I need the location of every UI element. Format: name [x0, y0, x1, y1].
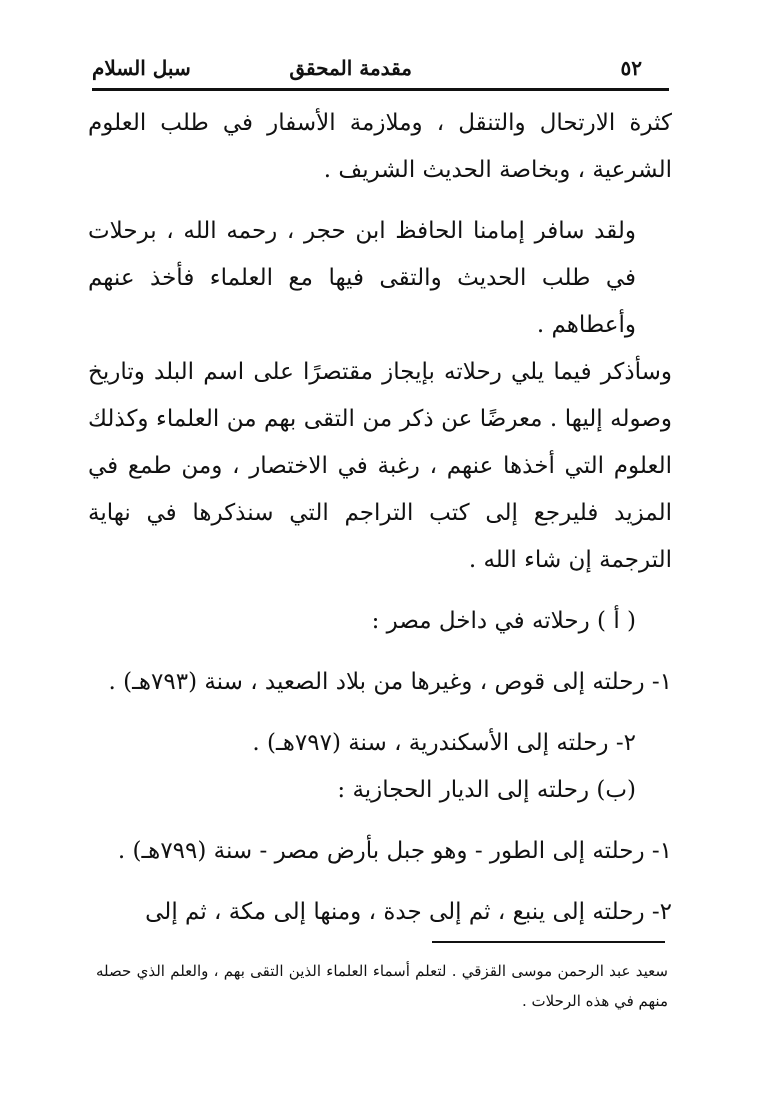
page-number: ٥٢ [620, 56, 642, 80]
running-header [92, 52, 670, 92]
list-item: ١- رحلته إلى قوص ، وغيرها من بلاد الصعيد ، سنة (٧٩٣هـ) . [108, 669, 672, 695]
paragraph: كثرة الارتحال والتنقل ، وملازمة الأسفار في طلب العلوم الشرعية ، وبخاصة الحديث الشريف . [88, 110, 672, 183]
paragraph: ولقد سافر إمامنا الحافظ ابن حجر ، رحمه الله ، برحلات في طلب الحديث والتقى فيها مع العلماء فأخذ عنهم وأعطاهم . [88, 218, 636, 338]
chapter-title: مقدمة المحقق [289, 56, 412, 80]
list-item: ١- رحلته إلى الطور - وهو جبل بأرض مصر - سنة (٧٩٩هـ) . [117, 838, 672, 864]
list-item: ٢- رحلته إلى ينبع ، ثم إلى جدة ، ومنها إلى مكة ، ثم إلى [145, 899, 672, 925]
paragraph: وسأذكر فيما يلي رحلاته بإيجاز مقتصرًا على اسم البلد وتاريخ وصوله إليها . معرضًا عن ذكر من التقى بهم من العلماء وكذلك العلوم التي أخذها عنهم ، رغبة في الاختصار ، ومن طمع في المزيد فليرجع إلى كتب التراجم التي سنذكرها في نهاية الترجمة إن شاء الله . [88, 359, 672, 573]
footnote-text: سعيد عبد الرحمن موسى القزقي . لتعلم أسماء العلماء الذين التقى بهم ، والعلم الذي حصله منهم في هذه الرحلات . [96, 962, 668, 1010]
main-text [88, 100, 672, 936]
header-rule [92, 88, 669, 91]
section-heading: ( أ ) رحلاته في داخل مصر : [371, 608, 636, 634]
section-heading: (ب) رحلته إلى الديار الحجازية : [337, 777, 636, 803]
footnote [96, 956, 668, 1016]
list-item: ٢- رحلته إلى الأسكندرية ، سنة (٧٩٧هـ) . [252, 730, 636, 756]
footnote-rule [432, 941, 665, 943]
book-title: سبل السلام [92, 56, 191, 80]
